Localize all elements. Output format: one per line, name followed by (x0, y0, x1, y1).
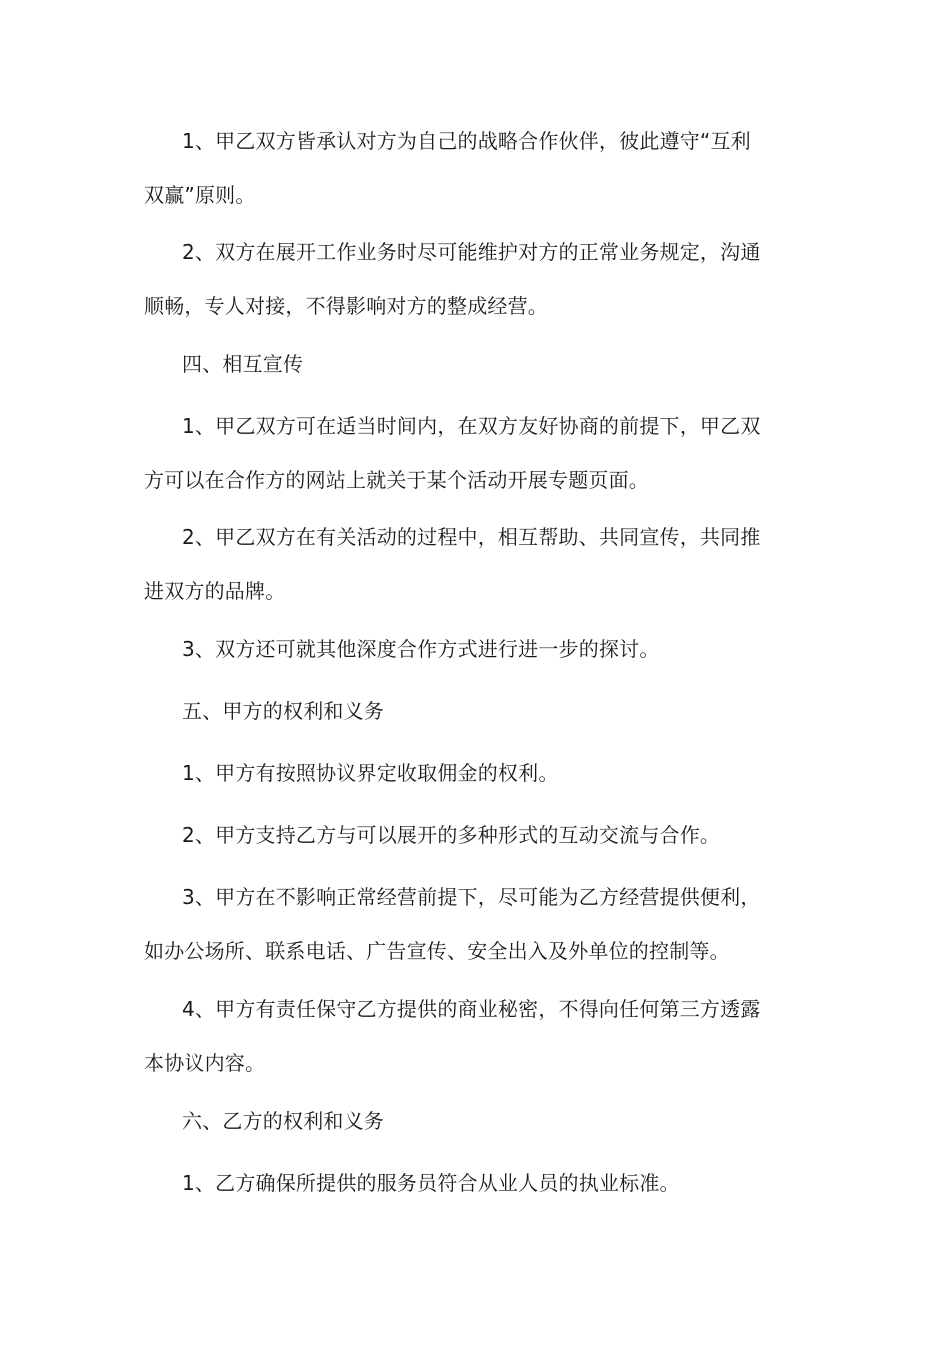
paragraph-line: 本协议内容。 (144, 1051, 266, 1075)
paragraph-cooperation-2 (144, 225, 764, 333)
paragraph-cooperation-1 (144, 114, 764, 222)
paragraph-line: 1、乙方确保所提供的服务员符合从业人员的执业标准。 (182, 1171, 680, 1195)
paragraph-line: 1、甲乙双方可在适当时间内，在双方友好协商的前提下，甲乙双 (182, 414, 761, 438)
paragraph-line: 进双方的品牌。 (144, 579, 286, 603)
paragraph-line: 1、甲方有按照协议界定收取佣金的权利。 (182, 761, 559, 785)
paragraph-publicity-1 (144, 399, 764, 507)
paragraph-line: 如办公场所、联系电话、广告宣传、安全出入及外单位的控制等。 (144, 939, 730, 963)
paragraph-line: 4、甲方有责任保守乙方提供的商业秘密，不得向任何第三方透露 (182, 997, 761, 1021)
paragraph-party-a-1 (144, 746, 764, 800)
paragraph-line: 双赢”原则。 (144, 183, 256, 207)
section-heading-party-b (144, 1094, 764, 1148)
paragraph-line: 3、双方还可就其他深度合作方式进行进一步的探讨。 (182, 637, 660, 661)
paragraph-party-a-4 (144, 982, 764, 1090)
paragraph-line: 2、甲方支持乙方与可以展开的多种形式的互动交流与合作。 (182, 823, 721, 847)
paragraph-line: 顺畅，专人对接，不得影响对方的整成经营。 (144, 294, 548, 318)
paragraph-line: 3、甲方在不影响正常经营前提下，尽可能为乙方经营提供便利， (182, 885, 761, 909)
paragraph-publicity-2 (144, 510, 764, 618)
paragraph-party-a-2 (144, 808, 764, 862)
paragraph-line: 方可以在合作方的网站上就关于某个活动开展专题页面。 (144, 468, 649, 492)
paragraph-line: 2、双方在展开工作业务时尽可能维护对方的正常业务规定，沟通 (182, 240, 761, 264)
paragraph-publicity-3 (144, 622, 764, 676)
paragraph-line: 2、甲乙双方在有关活动的过程中，相互帮助、共同宣传，共同推 (182, 525, 761, 549)
paragraph-line: 1、甲乙双方皆承认对方为自己的战略合作伙伴，彼此遵守“互利 (182, 129, 751, 153)
paragraph-party-b-1 (144, 1156, 764, 1210)
section-heading: 四、相互宣传 (182, 352, 304, 376)
section-heading-publicity (144, 337, 764, 391)
section-heading: 六、乙方的权利和义务 (182, 1109, 384, 1133)
paragraph-party-a-3 (144, 870, 764, 978)
section-heading: 五、甲方的权利和义务 (182, 699, 384, 723)
section-heading-party-a (144, 684, 764, 738)
